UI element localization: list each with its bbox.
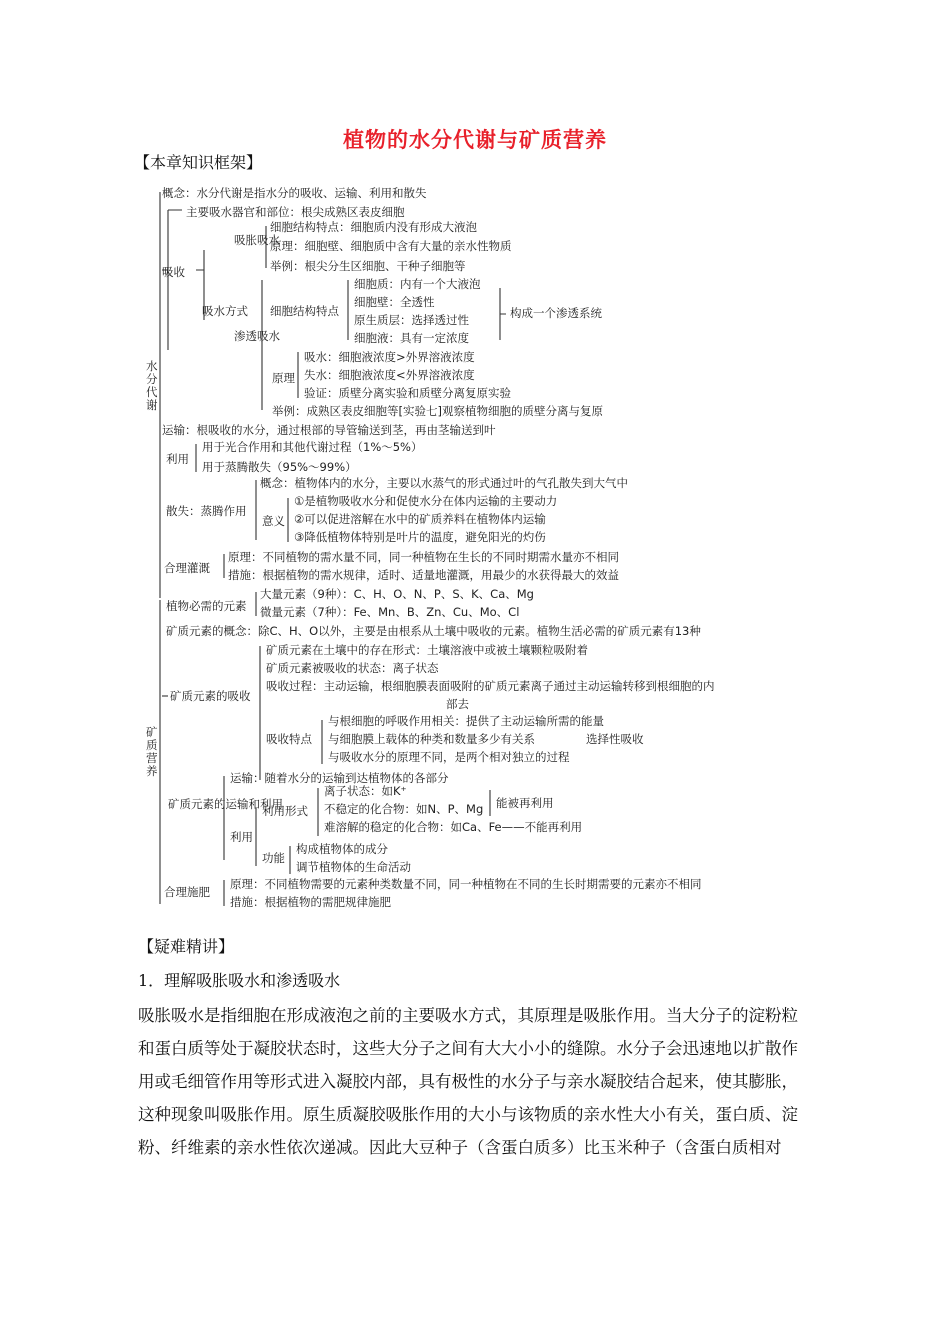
function-item-0: 构成植物体的成分 xyxy=(296,842,388,856)
meaning-label: 意义 xyxy=(262,514,285,528)
knowledge-framework-diagram xyxy=(148,180,788,910)
irr-item-0: 原理：不同植物的需水量不同，同一种植物在生长的不同时期需水量亦不相同 xyxy=(228,550,619,564)
water-main-label: 水分代谢 xyxy=(146,359,158,412)
mode-label: 吸水方式 xyxy=(202,304,248,318)
irrigation-label: 合理灌溉 xyxy=(164,561,210,575)
use-form-label: 利用形式 xyxy=(262,804,308,818)
essential-item-1: 微量元素（7种）：Fe、Mn、B、Zn、Cu、Mo、Cl xyxy=(260,605,520,619)
mineral-concept: 矿质元素的概念：除C、H、O以外，主要是由根系从土壤中吸收的元素。植物生活必需的矿质元素有13种 xyxy=(166,624,701,638)
absorb-item-2: 吸收过程：主动运输，根细胞膜表面吸附的矿质元素离子通过主动运输转移到根细胞的内 xyxy=(266,679,715,693)
principle-item-2: 验证：质壁分离实验和质壁分离复原实验 xyxy=(304,386,511,400)
use-item-1: 用于蒸腾散失（95%～99%） xyxy=(202,460,357,474)
structure-item-0: 细胞质：内有一个大液泡 xyxy=(354,277,481,291)
section-framework-heading: 【本章知识框架】 xyxy=(134,153,263,172)
reuse-text: 能被再利用 xyxy=(496,796,554,810)
swell-item-1: 原理：细胞壁、细胞质中含有大量的亲水性物质 xyxy=(270,239,512,253)
mineral-transport-label: 矿质元素的运输和利用 xyxy=(168,797,283,811)
page-title: 植物的水分代谢与矿质营养 xyxy=(343,127,607,152)
principle-item-1: 失水：细胞液浓度<外界溶液浓度 xyxy=(304,368,475,382)
structure-label: 细胞结构特点 xyxy=(270,304,339,318)
osmosis-label: 渗透吸水 xyxy=(234,329,280,343)
absorb-feature-label: 吸收特点 xyxy=(266,732,312,746)
absorb-item-3: 部去 xyxy=(446,697,469,711)
structure-item-1: 细胞壁：全透性 xyxy=(354,295,435,309)
m-transport-text: 运输：随着水分的运输到达植物体的各部分 xyxy=(230,771,449,785)
m-use-label: 利用 xyxy=(230,830,253,844)
function-item-1: 调节植物体的生命活动 xyxy=(296,860,411,874)
loss-label: 散失：蒸腾作用 xyxy=(166,504,247,518)
meaning-item-0: ①是植物吸收水分和促使水分在体内运输的主要动力 xyxy=(294,494,558,508)
organ-text: 主要吸水器官和部位：根尖成熟区表皮细胞 xyxy=(186,205,405,219)
essential-label: 植物必需的元素 xyxy=(166,599,247,613)
loss-concept: 概念：植物体内的水分，主要以水蒸气的形式通过叶的气孔散失到大气中 xyxy=(260,476,628,490)
fert-item-1: 措施：根据植物的需肥规律施肥 xyxy=(230,895,391,909)
absorb-item-1: 矿质元素被吸收的状态：离子状态 xyxy=(266,661,439,675)
body-paragraph xyxy=(138,999,818,1164)
form-item-0: 离子状态：如K⁺ xyxy=(324,784,407,798)
constitute-text: 构成一个渗透系统 xyxy=(510,306,602,320)
heading-1: 1．理解吸胀吸水和渗透吸水 xyxy=(138,971,341,990)
paragraph-line: 这种现象叫吸胀作用。原生质凝胶吸胀作用的大小与该物质的亲水性大小有关，蛋白质、淀 xyxy=(138,1105,798,1124)
essential-item-0: 大量元素（9种）：C、H、O、N、P、S、K、Ca、Mg xyxy=(260,587,534,601)
selective-text: 选择性吸收 xyxy=(586,732,644,746)
swell-label: 吸胀吸水 xyxy=(234,233,280,247)
principle-item-0: 吸水：细胞液浓度>外界溶液浓度 xyxy=(304,350,475,364)
fertilize-label: 合理施肥 xyxy=(164,885,210,899)
mineral-absorb-label: 矿质元素的吸收 xyxy=(170,689,251,703)
principle-label: 原理 xyxy=(272,371,295,385)
absorption-label: 吸收 xyxy=(162,265,185,279)
paragraph-line: 粉、纤维素的亲水性依次递减。因此大豆种子（含蛋白质多）比玉米种子（含蛋白质相对 xyxy=(138,1138,782,1157)
meaning-item-1: ②可以促进溶解在水中的矿质养料在植物体内运输 xyxy=(294,512,546,526)
fert-item-0: 原理：不同植物需要的元素种类数量不同，同一种植物在不同的生长时期需要的元素亦不相同 xyxy=(230,877,702,891)
function-label: 功能 xyxy=(262,851,285,865)
mineral-main-label: 矿质营养 xyxy=(146,725,158,778)
meaning-item-2: ③降低植物体特别是叶片的温度，避免阳光的灼伤 xyxy=(294,530,546,544)
use-item-0: 用于光合作用和其他代谢过程（1%～5%） xyxy=(202,440,423,454)
irr-item-1: 措施：根据植物的需水规律，适时、适量地灌溉，用最少的水获得最大的效益 xyxy=(228,568,619,582)
feature-item-0: 与根细胞的呼吸作用相关：提供了主动运输所需的能量 xyxy=(328,714,604,728)
structure-item-2: 原生质层：选择透过性 xyxy=(354,313,469,327)
form-item-1: 不稳定的化合物：如N、P、Mg xyxy=(324,802,484,816)
example-text: 举例：成熟区表皮细胞等[实验七]观察植物细胞的质壁分离与复原 xyxy=(272,404,603,418)
absorb-item-0: 矿质元素在土壤中的存在形式：土壤溶液中或被土壤颗粒吸附着 xyxy=(266,643,588,657)
swell-item-2: 举例：根尖分生区细胞、干种子细胞等 xyxy=(270,259,466,273)
transport-text: 运输：根吸收的水分，通过根部的导管输送到茎，再由茎输送到叶 xyxy=(162,423,496,437)
form-item-2: 难溶解的稳定的化合物：如Ca、Fe——不能再利用 xyxy=(324,820,583,834)
use-label: 利用 xyxy=(166,452,189,466)
swell-item-0: 细胞结构特点：细胞质内没有形成大液泡 xyxy=(270,220,477,234)
concept-text: 概念：水分代谢是指水分的吸收、运输、利用和散失 xyxy=(162,186,427,200)
section-difficult-heading: 【疑难精讲】 xyxy=(138,937,235,956)
structure-item-3: 细胞液：具有一定浓度 xyxy=(354,331,469,345)
paragraph-line: 用或毛细管作用等形式进入凝胶内部，具有极性的水分子与亲水凝胶结合起来，使其膨胀， xyxy=(138,1072,798,1091)
paragraph-line: 和蛋白质等处于凝胶状态时，这些大分子之间有大大小小的缝隙。水分子会迅速地以扩散作 xyxy=(138,1039,798,1058)
paragraph-line: 吸胀吸水是指细胞在形成液泡之前的主要吸水方式，其原理是吸胀作用。当大分子的淀粉粒 xyxy=(138,1006,798,1025)
feature-item-2: 与吸收水分的原理不同，是两个相对独立的过程 xyxy=(328,750,570,764)
feature-item-1: 与细胞膜上载体的种类和数量多少有关系 xyxy=(328,732,535,746)
